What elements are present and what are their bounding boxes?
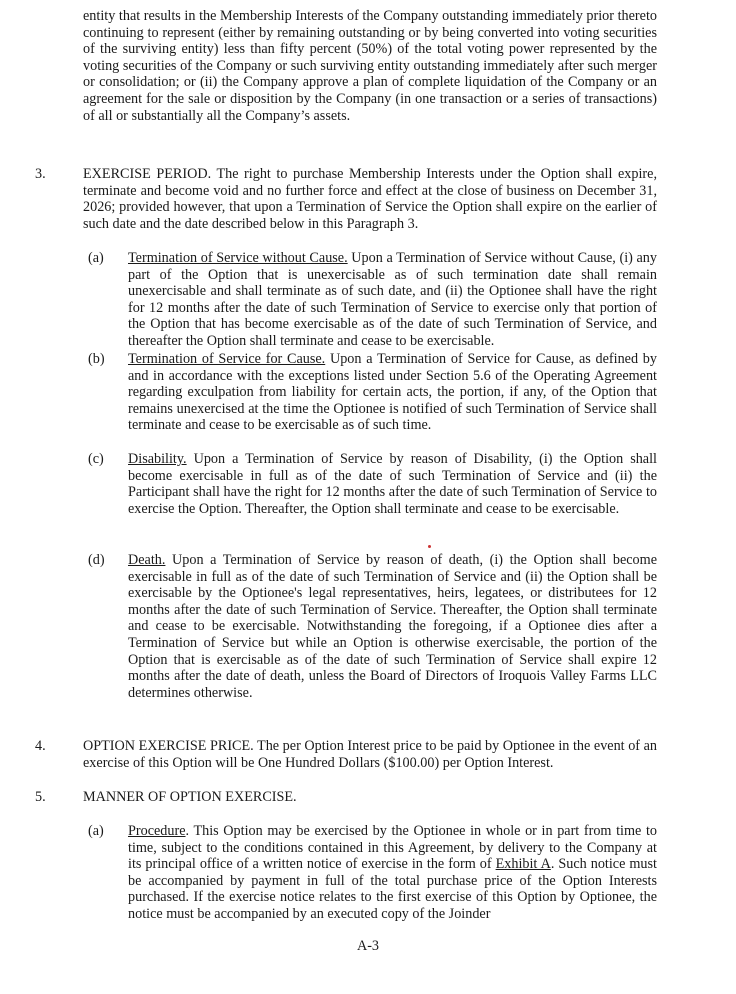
section-5-number: 5. — [35, 789, 46, 805]
item-3b-body: Upon a Termination of Service for Cause, as defined by and in accordance with the exceptions listed under Section 5.6 of the Operating Agreement regarding exculpation from liability for certain acts, the portion, if any, of the Option that remains unexercised at the time the Optionee is notified of such Termination of Service shall terminate and cease to be exercisable as of such time. — [128, 351, 657, 434]
section-4-number: 4. — [35, 738, 46, 754]
item-3d-label: (d) — [88, 552, 105, 568]
item-3d-body: Upon a Termination of Service by reason of death, (i) the Option shall become exercisable in full as of the date of such Termination of Service and (ii) the Option shall be exercisable by the Optionee's legal representatives, heirs, legatees, or distributees for 12 months after the date of such Termination of Service. Thereafter, the Option shall terminate and cease to be exercisable. Notwithstanding the foregoing, if a Optionee dies after a Termination of Service but while an Option is otherwise exercisable, the portion of the Option that is exercisable as of the date of such Termination of Service shall expire 12 months after the date of death, unless the Board of Directors of Iroquois Valley Farms LLC determines otherwise. — [128, 552, 657, 701]
item-3c-body: Upon a Termination of Service by reason of Disability, (i) the Option shall become exercisable in full as of the date of such Termination of Service and (ii) the Participant shall have the right for 12 months after the date of such Termination of Service to exercise the Option. Thereafter, the Option shall terminate and cease to be exercisable. — [128, 451, 657, 517]
item-3a-label: (a) — [88, 250, 104, 266]
page-number: A-3 — [356, 938, 380, 954]
red-ink-dot — [428, 545, 431, 548]
item-3b-text — [128, 351, 657, 434]
section-3-text: EXERCISE PERIOD. The right to purchase Membership Interests under the Option shall expire, terminate and become void and no further force and effect at the close of business on December 31, 2026; provided however, that upon a Termination of Service the Option shall expire on the earlier of such date and the date described below in this Paragraph 3. — [83, 166, 657, 232]
item-3d-text — [128, 552, 657, 701]
item-3c-heading: Disability. — [128, 451, 187, 467]
item-3a-heading: Termination of Service without Cause. — [128, 250, 348, 266]
item-5a-body-1: . This Option may be exercised by the Optionee in whole or in part from time to time, subject to the conditions contained in this Agreement, by delivery to the Company at its principal office of a written notice of exercise in the form of — [128, 823, 657, 873]
item-5a-label: (a) — [88, 823, 104, 839]
section-5-text: MANNER OF OPTION EXERCISE. — [83, 789, 297, 805]
continuation-paragraph: entity that results in the Membership Interests of the Company outstanding immediately prior thereto continuing to represent (either by remaining outstanding or by being converted into voting securities of the surviving entity) less than fifty percent (50%) of the total voting power represented by the voting securities of the Company or such surviving entity outstanding immediately after such merger or consolidation; or (ii) the Company approve a plan of complete liquidation of the Company or an agreement for the sale or disposition by the Company (in one transaction or a series of transactions) of all or substantially all the Company’s assets. — [83, 8, 657, 124]
item-5a-text — [128, 823, 657, 923]
item-3a-body: Upon a Termination of Service without Cause, (i) any part of the Option that is unexercisable as of such termination date shall remain unexercisable and shall terminate as of such date, and (ii) the Optionee shall have the right for 12 months after the date of such Termination of Service to exercise only that portion of the Option that has become exercisable as of the date of such Termination of Service, and thereafter the Option shall terminate and cease to be exercisable. — [128, 250, 657, 349]
section-3-number: 3. — [35, 166, 46, 182]
item-5a-body-2: . Such notice must be accompanied by payment in full of the total purchase price of the Option Interests purchased. If the exercise notice relates to the first exercise of this Option by Optionee, the notice must be accompanied by an executed copy of the Joinder — [128, 856, 657, 922]
item-3b-heading: Termination of Service for Cause. — [128, 351, 326, 367]
item-3d-heading: Death. — [128, 552, 166, 568]
section-4-text: OPTION EXERCISE PRICE. The per Option Interest price to be paid by Optionee in the event of an exercise of this Option will be One Hundred Dollars ($100.00) per Option Interest. — [83, 738, 657, 771]
item-5a-heading: Procedure — [128, 823, 186, 839]
item-3c-text — [128, 451, 657, 517]
item-3b-label: (b) — [88, 351, 105, 367]
item-3c-label: (c) — [88, 451, 104, 467]
exhibit-a-reference: Exhibit A — [495, 856, 551, 873]
item-3a-text — [128, 250, 657, 350]
